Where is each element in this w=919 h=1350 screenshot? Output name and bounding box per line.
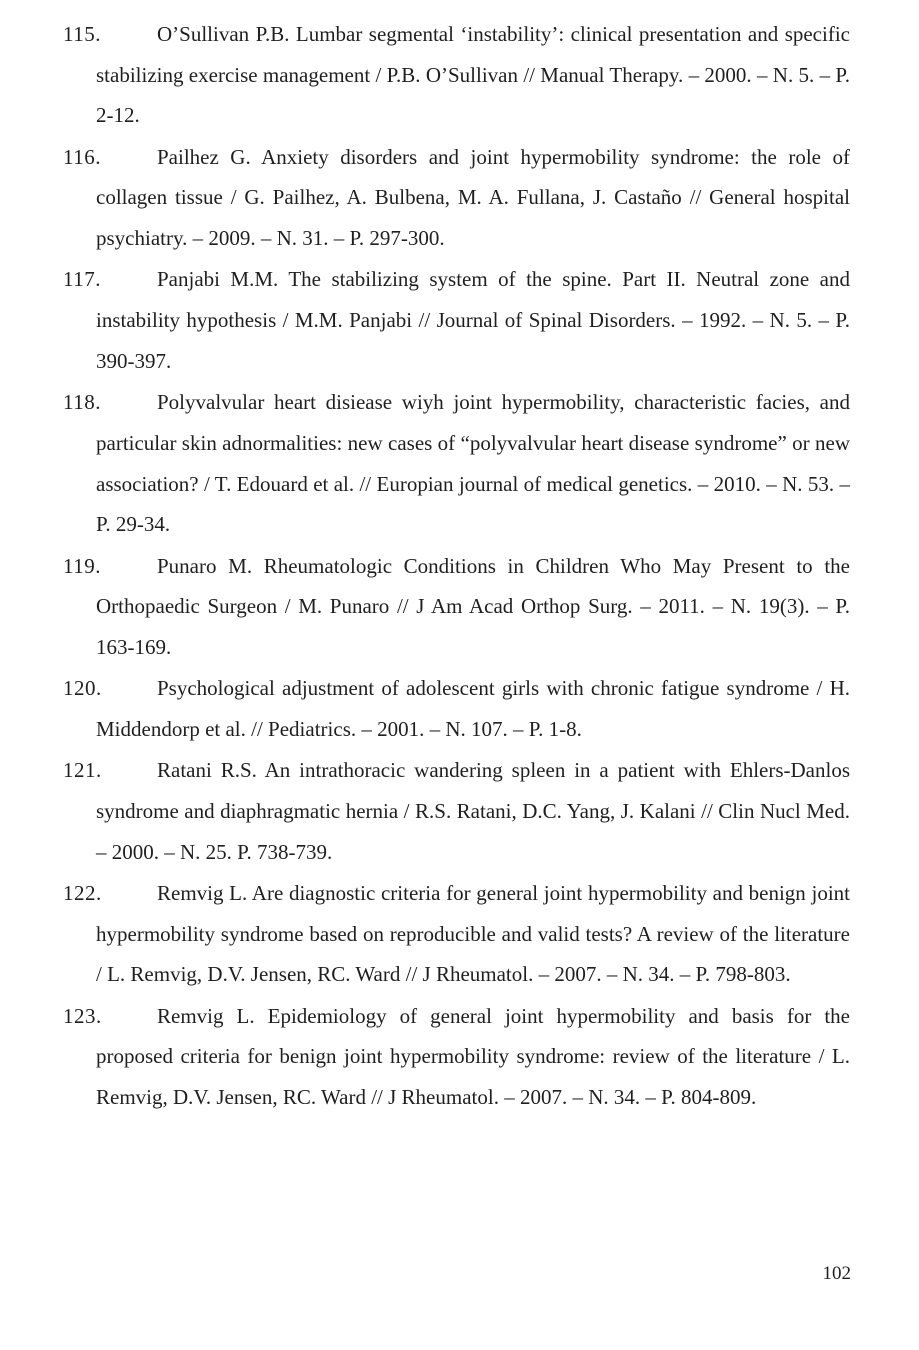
reference-text: Ratani R.S. An intrathoracic wandering spleen in a patient with Ehlers-Danlos syndrome and diaphragmatic hernia / R.S. Ratani, D.C. Yang, J. Kalani // Clin Nucl Med. – 2000. – N. 25. P. 738-739. (96, 758, 850, 864)
reference-text: Polyvalvular heart disiease wiyh joint hypermobility, characteristic facies, and particular skin adnormalities: new cases of “polyvalvular heart disease syndrome” or new association? / T. Edouard et al. // Europian journal of medical genetics. – 2010. – N. 53. – P. 29-34. (96, 390, 850, 537)
reference-item (63, 750, 850, 872)
reference-text: O’Sullivan P.B. Lumbar segmental ‘instability’: clinical presentation and specific stabilizing exercise management / P.B. O’Sullivan // Manual Therapy. – 2000. – N. 5. – P. 2-12. (96, 22, 850, 128)
page-number: 102 (822, 1263, 851, 1284)
reference-item (63, 14, 850, 136)
reference-number: 120. (63, 676, 102, 701)
reference-number: 122. (63, 880, 102, 905)
reference-number: 117. (63, 267, 101, 292)
reference-number: 121. (63, 758, 102, 783)
reference-item (63, 137, 850, 259)
reference-text: Remvig L. Are diagnostic criteria for general joint hypermobility and benign joint hypermobility syndrome based on reproducible and valid tests? A review of the literature / L. Remvig, D.V. Jensen, RC. Ward // J Rheumatol. – 2007. – N. 34. – P. 798-803. (96, 880, 850, 987)
reference-item (63, 546, 850, 668)
reference-item (63, 259, 850, 381)
reference-number: 115. (63, 22, 101, 46)
reference-text: Punaro M. Rheumatologic Conditions in Children Who May Present to the Orthopaedic Surgeon / M. Punaro // J Am Acad Orthop Surg. – 2011. – N. 19(3). – P. 163-169. (96, 553, 850, 659)
reference-item (63, 873, 850, 995)
reference-number: 116. (63, 144, 101, 169)
reference-number: 123. (63, 1003, 102, 1028)
reference-list (63, 14, 850, 1118)
reference-text: Pailhez G. Anxiety disorders and joint hypermobility syndrome: the role of collagen tissue / G. Pailhez, A. Bulbena, M. A. Fullana, J. Castaño // General hospital psychiatry. – 2009. – N. 31. – P. 297-300. (96, 144, 850, 251)
reference-item (63, 668, 850, 749)
reference-item (63, 382, 850, 545)
reference-number: 119. (63, 553, 101, 578)
reference-number: 118. (63, 390, 101, 415)
reference-text: Panjabi M.M. The stabilizing system of the spine. Part II. Neutral zone and instability hypothesis / M.M. Panjabi // Journal of Spinal Disorders. – 1992. – N. 5. – P. 390-397. (96, 267, 850, 373)
reference-item (63, 996, 850, 1118)
reference-text: Psychological adjustment of adolescent girls with chronic fatigue syndrome / H. Middendorp et al. // Pediatrics. – 2001. – N. 107. – P. 1-8. (96, 676, 850, 741)
reference-text: Remvig L. Epidemiology of general joint hypermobility and basis for the proposed criteria for benign joint hypermobility syndrome: review of the literature / L. Remvig, D.V. Jensen, RC. Ward // J Rheumatol. – 2007. – N. 34. – P. 804-809. (96, 1003, 850, 1110)
